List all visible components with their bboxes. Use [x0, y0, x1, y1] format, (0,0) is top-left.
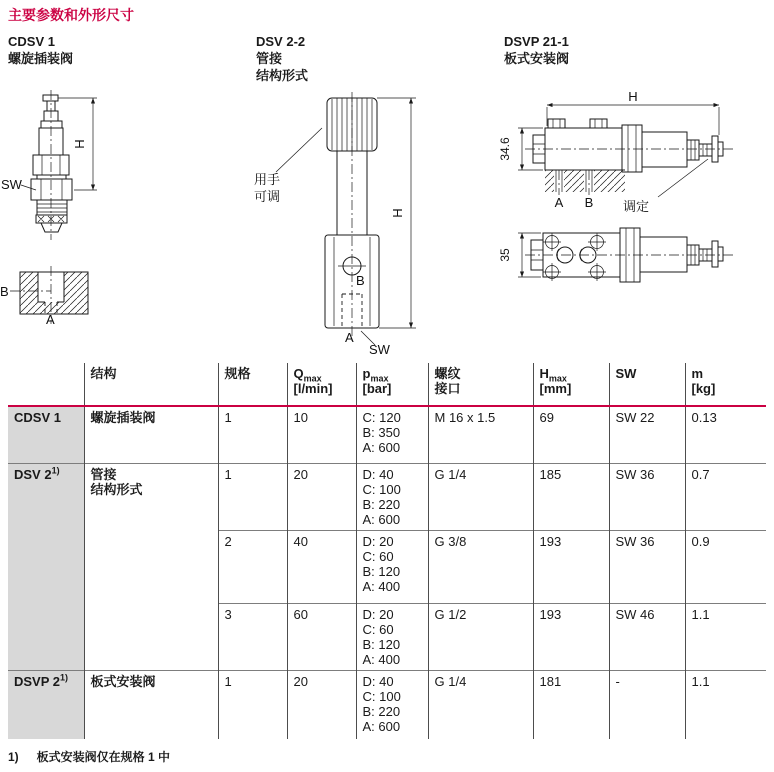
structure-cell [84, 670, 218, 739]
model-name: DSV 2 [14, 466, 52, 482]
spec-cell: 1 [218, 670, 287, 739]
pmax-line: B: 220 [362, 703, 401, 719]
caption-model: CDSV 1 [8, 34, 55, 49]
pmax-line: B: 120 [362, 636, 401, 652]
spec-cell: 3 [218, 603, 287, 670]
table-row [8, 670, 766, 739]
port-label-b: B [584, 195, 594, 210]
table-header-row [8, 363, 766, 406]
caption-dsv22 [256, 33, 308, 84]
pmax-line: A: 400 [362, 578, 401, 594]
hmax-cell: 69 [533, 406, 609, 463]
dim-label-sw: SW [369, 342, 390, 357]
hmax-cell: 185 [533, 463, 609, 530]
caption-type: 板式安装阀 [504, 51, 570, 66]
dim-label-35: 35 [498, 248, 512, 262]
header-m: m [kg] [685, 363, 766, 406]
m-cell: 1.1 [685, 603, 766, 670]
qmax-cell: 60 [287, 603, 356, 670]
structure-line: 管接 [90, 466, 117, 482]
pmax-line: B: 350 [362, 425, 401, 440]
m-cell: 0.9 [685, 530, 766, 603]
m-cell: 1.1 [685, 670, 766, 739]
header-qmax: $Q_{max}$ [l/min] [287, 363, 356, 406]
caption-type: 螺旋插装阀 [8, 51, 74, 66]
port-label-b: B [0, 284, 9, 299]
thread-cell: G 1/4 [428, 670, 533, 739]
caption-model: DSV 2-2 [256, 34, 306, 49]
structure-cell [84, 406, 218, 463]
m-cell: 0.7 [685, 463, 766, 530]
hand-adjust-label-1: 用手 [254, 172, 281, 187]
table-row [8, 406, 766, 463]
qmax-cell: 20 [287, 670, 356, 739]
pmax-line: A: 600 [362, 718, 401, 734]
spec-table [8, 363, 766, 739]
dim-label-h: H [390, 208, 405, 218]
structure-line: 结构形式 [90, 481, 143, 497]
port-label-a: A [554, 195, 564, 210]
structure-line: 板式安装阀 [90, 673, 156, 689]
setting-label: 调定 [623, 199, 650, 214]
pmax-line: D: 40 [362, 673, 394, 689]
header-structure: 结构 [84, 363, 218, 406]
sw-cell: SW 36 [609, 463, 685, 530]
qmax-cell: 10 [287, 406, 356, 463]
spec-cell: 1 [218, 406, 287, 463]
header-thread: 螺纹 接口 [428, 363, 533, 406]
pmax-line: A: 600 [362, 440, 401, 455]
header-sw: SW [609, 363, 685, 406]
port-label-a: A [46, 312, 55, 327]
model-name: DSVP 2 [14, 673, 61, 689]
header-hmax: $H_{max}$ [mm] [533, 363, 609, 406]
sw-cell: SW 22 [609, 406, 685, 463]
thread-cell: G 1/2 [428, 603, 533, 670]
spec-cell: 1 [218, 463, 287, 530]
pmax-cell [356, 670, 428, 739]
hand-adjust-label-2: 可调 [254, 189, 281, 204]
page-title: 主要参数和外形尺寸 [8, 7, 134, 23]
dim-label-346: 34.6 [498, 137, 512, 161]
pmax-cell [356, 406, 428, 463]
pmax-cell [356, 603, 428, 670]
dsvp211-drawing [495, 89, 774, 350]
pmax-line: D: 40 [362, 466, 394, 482]
caption-type: 管接 [256, 51, 283, 66]
pmax-line: C: 60 [362, 621, 394, 637]
dim-label-h: H [628, 89, 638, 104]
header-spec: 规格 [218, 363, 287, 406]
qmax-cell: 20 [287, 463, 356, 530]
structure-line: 螺旋插装阀 [90, 410, 156, 425]
port-label-b: B [356, 273, 365, 288]
sw-cell: SW 46 [609, 603, 685, 670]
spec-table-body [8, 406, 766, 739]
caption-dsvp211 [504, 33, 569, 67]
sw-cell: - [609, 670, 685, 739]
pmax-line: C: 100 [362, 688, 401, 704]
thread-cell: G 3/8 [428, 530, 533, 603]
hmax-cell: 193 [533, 603, 609, 670]
qmax-cell: 40 [287, 530, 356, 603]
hmax-cell: 193 [533, 530, 609, 603]
pmax-line: C: 60 [362, 548, 394, 564]
footnote [8, 748, 170, 765]
footnote-marker: 1) [8, 750, 19, 764]
pmax-line: A: 400 [362, 651, 401, 667]
pmax-line: B: 120 [362, 563, 401, 579]
pmax-line: C: 100 [362, 481, 401, 497]
dim-label-h: H [72, 139, 87, 149]
model-cell [8, 670, 84, 739]
pmax-line: D: 20 [362, 533, 394, 549]
structure-cell [84, 463, 218, 670]
model-cell [8, 406, 84, 463]
spec-cell: 2 [218, 530, 287, 603]
dim-label-sw: SW [1, 177, 22, 192]
caption-cdsv1 [8, 33, 73, 67]
model-footnote-ref: 1) [51, 465, 60, 476]
header-model [8, 363, 84, 406]
sw-cell: SW 36 [609, 530, 685, 603]
m-cell: 0.13 [685, 406, 766, 463]
model-footnote-ref: 1) [60, 672, 69, 683]
cdsv1-drawing [0, 88, 170, 348]
pmax-line: C: 120 [362, 410, 401, 425]
footnote-text: 板式安装阀仅在规格 1 中 [36, 750, 171, 764]
thread-cell: G 1/4 [428, 463, 533, 530]
pmax-line: B: 220 [362, 496, 401, 512]
model-cell [8, 463, 84, 670]
header-pmax: $p_{max}$ [bar] [356, 363, 428, 406]
caption-type2: 结构形式 [256, 68, 309, 83]
caption-model: DSVP 21-1 [504, 34, 569, 49]
table-row [8, 463, 766, 530]
pmax-cell [356, 530, 428, 603]
dsv22-drawing [250, 88, 435, 368]
pmax-cell [356, 463, 428, 530]
pmax-line: A: 600 [362, 511, 401, 527]
model-name: CDSV 1 [14, 410, 61, 425]
hmax-cell: 181 [533, 670, 609, 739]
pmax-line: D: 20 [362, 606, 394, 622]
thread-cell: M 16 x 1.5 [428, 406, 533, 463]
port-label-a: A [345, 330, 354, 345]
